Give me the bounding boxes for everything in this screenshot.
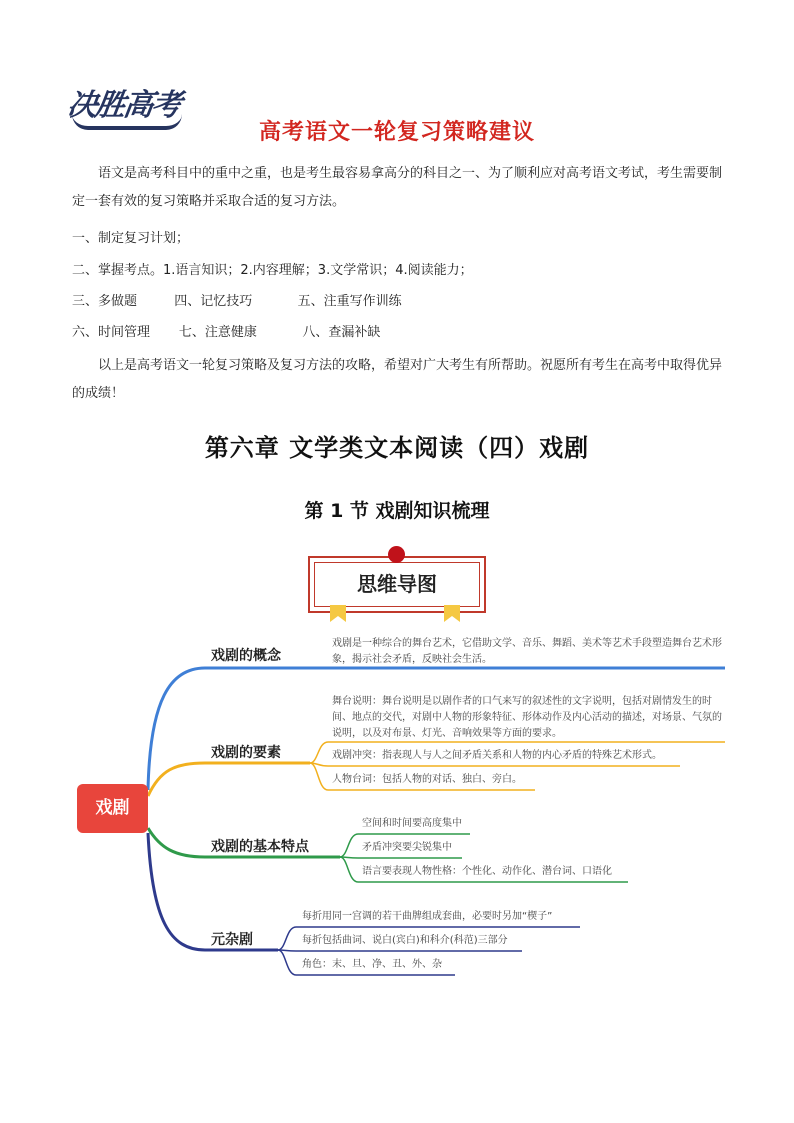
list-item: 三、多做题 四、记忆技巧 五、注重写作训练 (72, 294, 402, 309)
list-item: 一、制定复习计划； (72, 231, 190, 246)
sub-line (278, 950, 522, 951)
branch-note: 舞台说明：舞台说明是以剧作者的口气来写的叙述性的文字说明，包括对剧情发生的时间、地点的交代，对剧中人物的形象特征、形体动作及内心活动的描述，对场景、气氛的说明，以及对布景、灯光、音响效果等方面的要求。 (332, 696, 722, 739)
mindmap-root: 戏剧 (77, 784, 148, 833)
branch-line-elements (148, 763, 310, 796)
section-title: 第 1 节 戏剧知识梳理 (304, 500, 490, 522)
branch-label-elements: 戏剧的要素 (211, 745, 281, 761)
branch-note: 每折包括曲词、说白(宾白)和科介(科范)三部分 (302, 935, 508, 946)
branch-note: 角色：末、旦、净、丑、外、杂 (302, 959, 442, 970)
mindmap-banner-text: 思维导图 (357, 572, 437, 596)
branch-label-features: 戏剧的基本特点 (211, 839, 309, 855)
intro-paragraph: 语文是高考科目中的重中之重，也是考生最容易拿高分的科目之一、为了顺利应对高考语文考试，考生需要制定一套有效的复习策略并采取合适的复习方法。 (72, 166, 723, 209)
chapter-title: 第六章 文学类文本阅读（四）戏剧 (204, 434, 590, 462)
branch-note: 戏剧是一种综合的舞台艺术，它借助文学、音乐、舞蹈、美术等艺术手段塑造舞台艺术形象，揭示社会矛盾，反映社会生活。 (332, 638, 722, 665)
branch-note: 矛盾冲突要尖锐集中 (362, 842, 452, 853)
branch-note: 戏剧冲突：指表现人与人之间矛盾关系和人物的内心矛盾的特殊艺术形式。 (332, 750, 662, 761)
list-item: 六、时间管理 七、注意健康 八、查漏补缺 (72, 325, 381, 340)
ribbon-left-icon (330, 605, 346, 622)
logo-text: 决胜高考 (65, 88, 182, 123)
list-item: 二、掌握考点。1.语言知识；2.内容理解；3.文学常识；4.阅读能力； (72, 263, 473, 278)
branch-note: 语言要表现人物性格：个性化、动作化、潜台词、口语化 (362, 866, 612, 877)
branch-label-zaju: 元杂剧 (211, 932, 253, 948)
branch-note: 空间和时间要高度集中 (362, 818, 462, 829)
closing-paragraph: 以上是高考语文一轮复习策略及复习方法的攻略，希望对广大考生有所帮助。祝愿所有考生在高考中取得优异的成绩！ (72, 358, 723, 401)
branch-label-concept: 戏剧的概念 (211, 648, 281, 664)
sub-line (340, 857, 462, 858)
page-title: 高考语文一轮复习策略建议 (258, 120, 535, 145)
branch-note: 每折用同一宫调的若干曲牌组成套曲，必要时另加“楔子” (302, 911, 553, 922)
branch-note: 人物台词：包括人物的对话、独白、旁白。 (332, 774, 522, 785)
ribbon-right-icon (444, 605, 460, 622)
